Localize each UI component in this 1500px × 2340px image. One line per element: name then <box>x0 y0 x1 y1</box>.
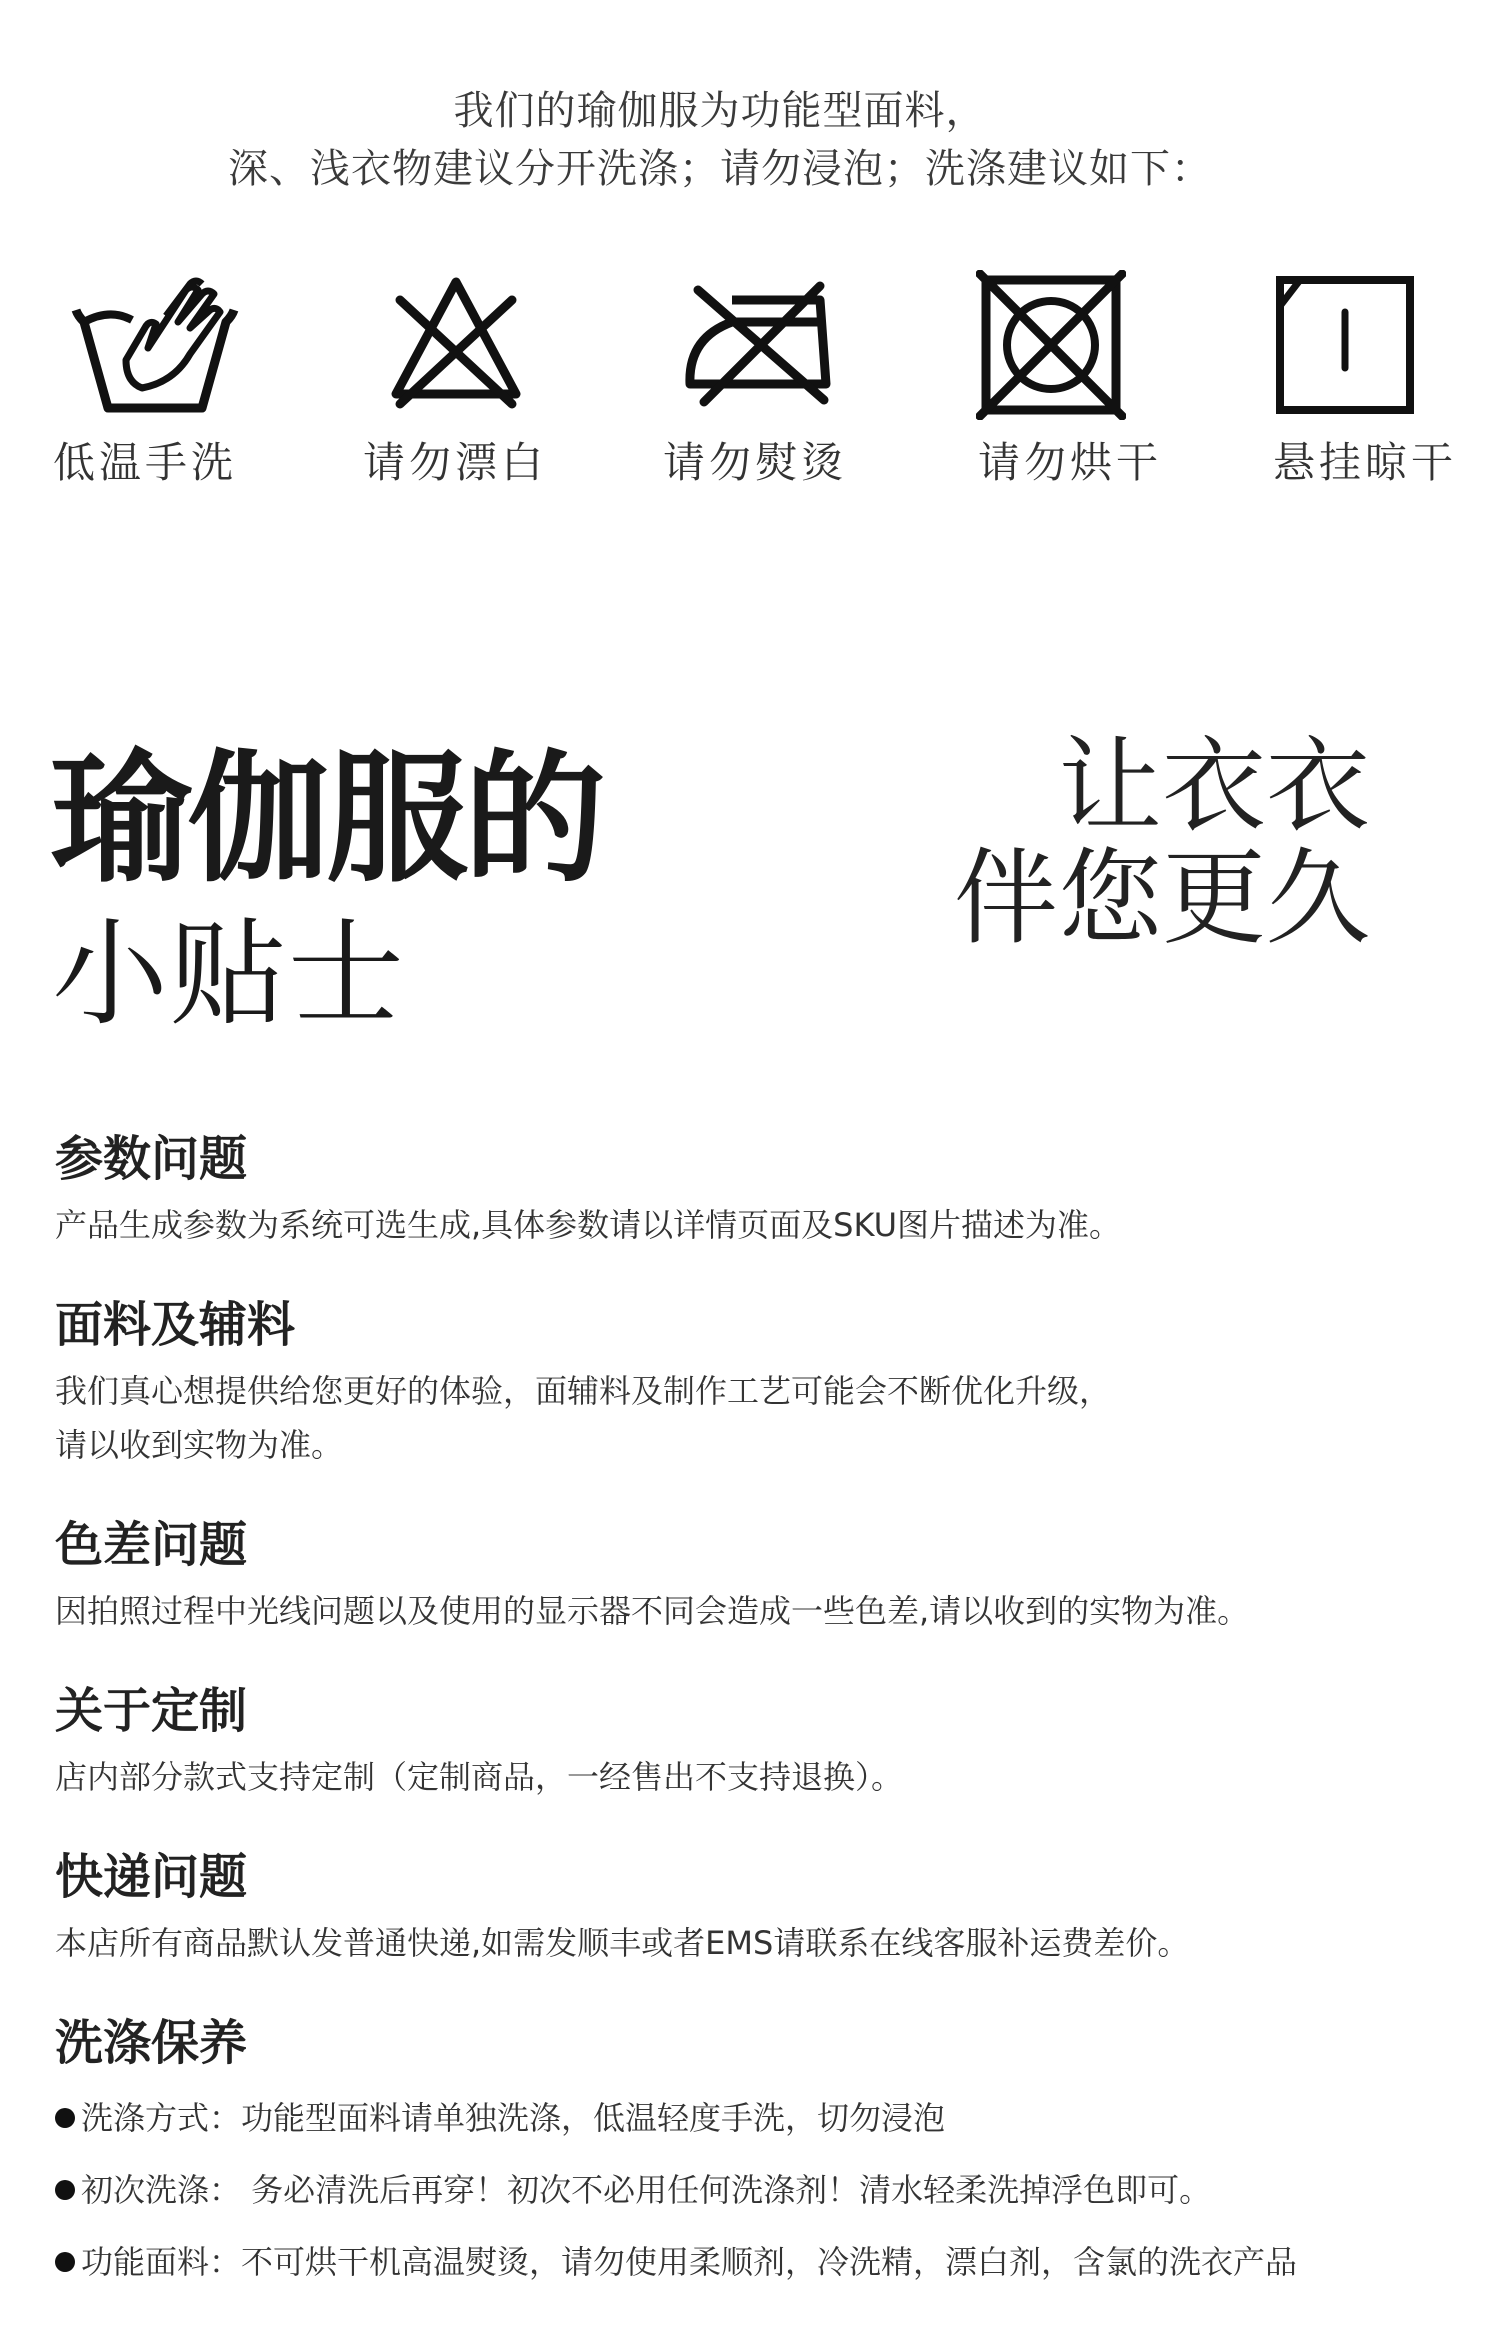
care-item-hang-dry <box>1200 262 1500 502</box>
no-iron-icon <box>680 270 840 410</box>
care-list-text: 洗涤方式：功能型面料请单独洗涤，低温轻度手洗，切勿浸泡 <box>81 2099 946 2137</box>
slogan-line-2: 伴您更久 <box>953 837 1370 959</box>
tip-parameters <box>55 1128 1455 1252</box>
tip-title: 关于定制 <box>55 1683 248 1739</box>
care-list-item <box>55 2154 1455 2226</box>
tips-heading-main: 瑜伽服的 <box>50 737 602 902</box>
care-label: 请勿烘干 <box>977 438 1162 487</box>
no-bleach-icon <box>386 270 526 410</box>
care-label: 请勿熨烫 <box>662 438 847 487</box>
tip-fabric <box>55 1294 1455 1472</box>
care-section <box>55 2012 1455 2298</box>
care-label: 悬挂晾干 <box>1272 438 1457 487</box>
tip-text: 因拍照过程中光线问题以及使用的显示器不同会造成一些色差,请以收到的实物为准。 <box>55 1592 1250 1630</box>
tips-section <box>55 1128 1455 2340</box>
washing-intro <box>0 82 1440 198</box>
no-tumble-dry-icon <box>976 270 1126 420</box>
slogan <box>953 725 1370 959</box>
hand-wash-icon <box>70 270 240 420</box>
tip-text: 本店所有商品默认发普通快递,如需发顺丰或者EMS请联系在线客服补运费差价。 <box>55 1924 1190 1962</box>
tip-title: 快递问题 <box>55 1849 248 1905</box>
care-item-no-tumble-dry <box>900 262 1200 502</box>
care-label: 低温手洗 <box>52 438 237 487</box>
tip-color-difference <box>55 1514 1455 1638</box>
care-label: 请勿漂白 <box>362 438 547 487</box>
care-list-text: 初次洗涤： 务必清洗后再穿！初次不必用任何洗涤剂！清水轻柔洗掉浮色即可。 <box>81 2171 1212 2209</box>
care-item-hand-wash <box>0 262 300 502</box>
intro-line-2: 深、浅衣物建议分开洗涤；请勿浸泡；洗涤建议如下： <box>228 146 1212 192</box>
care-section-title: 洗涤保养 <box>55 2015 248 2071</box>
care-item-no-bleach <box>300 262 600 502</box>
bullet-icon <box>55 2180 75 2200</box>
slogan-line-1: 让衣衣 <box>1057 725 1370 847</box>
hang-dry-icon <box>1270 270 1420 420</box>
care-symbols-row <box>0 262 1500 502</box>
care-list-item <box>55 2226 1455 2298</box>
intro-line-1: 我们的瑜伽服为功能型面料， <box>453 88 987 134</box>
bullet-icon <box>55 2108 75 2128</box>
tip-text: 店内部分款式支持定制（定制商品，一经售出不支持退换）。 <box>55 1758 904 1796</box>
tip-title: 参数问题 <box>55 1131 248 1187</box>
tip-customization <box>55 1680 1455 1804</box>
care-list-item <box>55 2082 1455 2154</box>
tip-text: 请以收到实物为准。 <box>55 1426 344 1464</box>
tips-heading-sub: 小贴士 <box>52 907 406 1042</box>
tip-text: 产品生成参数为系统可选生成,具体参数请以详情页面及SKU图片描述为准。 <box>55 1206 1122 1244</box>
tip-text: 我们真心想提供给您更好的体验，面辅料及制作工艺可能会不断优化升级， <box>55 1372 1112 1410</box>
care-list-text: 功能面料：不可烘干机高温熨烫，请勿使用柔顺剂，冷洗精，漂白剂，含氯的洗衣产品 <box>81 2243 1298 2281</box>
bullet-icon <box>55 2252 75 2272</box>
tip-title: 面料及辅料 <box>55 1297 296 1353</box>
tip-title: 色差问题 <box>55 1517 248 1573</box>
tip-shipping <box>55 1846 1455 1970</box>
care-item-no-iron <box>600 262 900 502</box>
